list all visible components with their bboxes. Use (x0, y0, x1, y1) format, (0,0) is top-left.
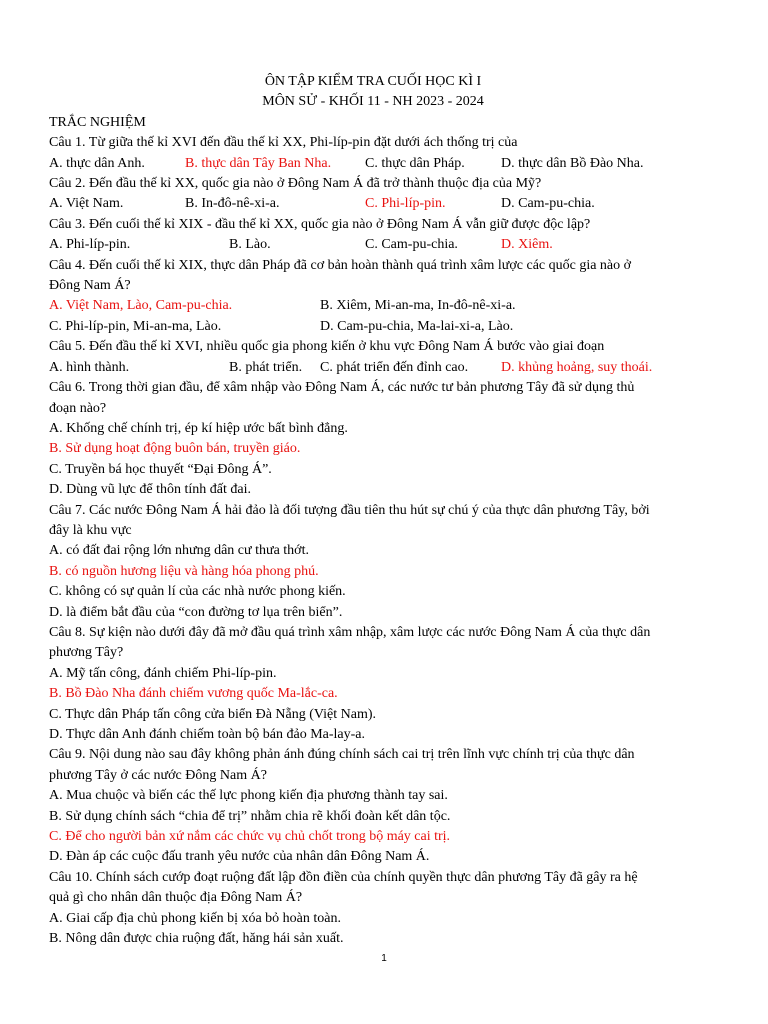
question-8-option-d: D. Thực dân Anh đánh chiếm toàn bộ bán đảo Ma-lay-a. (49, 727, 366, 742)
question-2-text: Câu 2. Đến đầu thế kỉ XX, quốc gia nào ở Đông Nam Á đã trở thành thuộc địa của Mỹ? (49, 176, 542, 192)
question-9-option-a: A. Mua chuộc và biến các thế lực phong kiến địa phương thành tay sai. (49, 788, 448, 804)
question-3-option-c: C. Cam-pu-chia. (365, 237, 458, 253)
question-9-option-d: D. Đàn áp các cuộc đấu tranh yêu nước của nhân dân Đông Nam Á. (49, 849, 430, 865)
question-7-option-a: A. có đất đai rộng lớn nhưng dân cư thưa thớt. (49, 543, 309, 559)
question-8-option-a: A. Mỹ tấn công, đánh chiếm Phi-líp-pin. (49, 665, 277, 681)
question-10-text-continued: quả gì cho nhân dân thuộc địa Đông Nam Á? (49, 890, 303, 906)
question-5-option-a: A. hình thành. (49, 359, 130, 375)
question-8-text-continued: phương Tây? (49, 645, 124, 661)
question-1-text: Câu 1. Từ giữa thế kỉ XVI đến đầu thế kỉ XX, Phi-líp-pin đặt dưới ách thống trị của (49, 135, 518, 151)
question-7-option-c: C. không có sự quản lí của các nhà nước phong kiến. (49, 584, 346, 600)
question-8-option-c: C. Thực dân Pháp tấn công cửa biển Đà Nẵng (Việt Nam). (49, 706, 377, 722)
question-3-option-a: A. Phi-líp-pin. (49, 237, 131, 253)
question-2-option-b: B. In-đô-nê-xi-a. (185, 196, 280, 212)
question-6-text: Câu 6. Trong thời gian đầu, để xâm nhập vào Đông Nam Á, các nước tư bản phương Tây đã sử dụng thủ (49, 380, 635, 396)
question-8-text: Câu 8. Sự kiện nào dưới đây đã mở đầu quá trình xâm nhập, xâm lược các nước Đông Nam Á của thực dân (49, 624, 651, 640)
question-5-option-b: B. phát triển. (229, 359, 303, 375)
question-7-text: Câu 7. Các nước Đông Nam Á hải đảo là đối tượng đầu tiên thu hút sự chú ý của thực dân phương Tây, bởi (49, 502, 650, 518)
question-9-text-continued: phương Tây ở các nước Đông Nam Á? (49, 767, 267, 783)
question-1-option-c: C. thực dân Pháp. (365, 155, 465, 171)
question-1-option-d: D. thực dân Bồ Đào Nha. (501, 155, 644, 171)
question-3-option-b: B. Lào. (229, 237, 271, 253)
question-4-option-c: C. Phi-líp-pin, Mi-an-ma, Lào. (49, 318, 222, 334)
question-9-text: Câu 9. Nội dung nào sau đây không phản ánh đúng chính sách cai trị trên lĩnh vực chính trị của thực dân (49, 747, 635, 763)
question-10-text: Câu 10. Chính sách cướp đoạt ruộng đất lập đồn điền của chính quyền thực dân phương Tây đã gây ra hệ (49, 869, 638, 885)
question-2-option-a: A. Việt Nam. (49, 196, 124, 212)
document-subtitle: MÔN SỬ - KHỐI 11 - NH 2023 - 2024 (262, 94, 484, 110)
question-1-option-a: A. thực dân Anh. (49, 155, 145, 171)
question-2-option-c-correct: C. Phi-líp-pin. (365, 196, 446, 212)
question-8-option-b-correct: B. Bồ Đào Nha đánh chiếm vương quốc Ma-lắc-ca. (49, 686, 338, 702)
question-2-option-d: D. Cam-pu-chia. (501, 196, 595, 212)
question-5-option-d-correct: D. khủng hoảng, suy thoái. (501, 359, 653, 375)
question-4-option-a-correct: A. Việt Nam, Lào, Cam-pu-chia. (49, 298, 233, 314)
question-7-option-d: D. là điểm bắt đầu của “con đường tơ lụa trên biển”. (49, 604, 343, 620)
document-title: ÔN TẬP KIỂM TRA CUỐI HỌC KÌ I (264, 74, 482, 89)
question-7-option-b-correct: B. có nguồn hương liệu và hàng hóa phong phú. (49, 563, 319, 579)
question-1-options (49, 154, 697, 174)
question-4-options-row-2 (49, 317, 697, 337)
question-4-text: Câu 4. Đến cuối thế kỉ XIX, thực dân Pháp đã cơ bản hoàn thành quá trình xâm lược các quốc gia nào ở (49, 257, 632, 273)
question-9-option-c-correct: C. Để cho người bản xứ nắm các chức vụ chủ chốt trong bộ máy cai trị. (49, 829, 451, 845)
question-6-option-a: A. Khống chế chính trị, ép kí hiệp ước bất bình đẳng. (49, 420, 348, 436)
exam-document (49, 72, 697, 949)
question-4-option-b: B. Xiêm, Mi-an-ma, In-đô-nê-xi-a. (320, 298, 516, 314)
question-4-option-d: D. Cam-pu-chia, Ma-lai-xi-a, Lào. (320, 318, 514, 334)
question-5-text: Câu 5. Đến đầu thế kỉ XVI, nhiều quốc gia phong kiến ở khu vực Đông Nam Á bước vào giai đoạn (49, 339, 605, 355)
question-3-text: Câu 3. Đến cuối thế kỉ XIX - đầu thế kỉ XX, quốc gia nào ở Đông Nam Á vẫn giữ được độc lập? (49, 216, 591, 232)
question-3-options (49, 235, 697, 255)
question-2-options (49, 194, 697, 214)
question-5-option-c: C. phát triển đến đỉnh cao. (320, 359, 469, 375)
question-6-option-b-correct: B. Sử dụng hoạt động buôn bán, truyền giáo. (49, 441, 301, 457)
page-number: 1 (381, 953, 387, 964)
question-6-text-continued: đoạn nào? (49, 400, 107, 416)
question-4-options-row-1 (49, 296, 697, 316)
question-6-option-c: C. Truyền bá học thuyết “Đại Đông Á”. (49, 461, 272, 477)
question-9-option-b: B. Sử dụng chính sách “chia để trị” nhằm chia rẽ khối đoàn kết dân tộc. (49, 808, 451, 824)
question-1-option-b-correct: B. thực dân Tây Ban Nha. (185, 155, 332, 171)
question-10-option-b: B. Nông dân được chia ruộng đất, hăng hái sản xuất. (49, 931, 344, 947)
question-4-text-continued: Đông Nam Á? (49, 278, 131, 294)
question-6-option-d: D. Dùng vũ lực để thôn tính đất đai. (49, 482, 252, 498)
question-10-option-a: A. Giai cấp địa chủ phong kiến bị xóa bỏ hoàn toàn. (49, 910, 341, 926)
question-5-options (49, 358, 697, 378)
question-3-option-d-correct: D. Xiêm. (501, 237, 553, 253)
question-7-text-continued: đây là khu vực (49, 522, 132, 538)
section-heading: TRẮC NGHIỆM (49, 114, 146, 130)
